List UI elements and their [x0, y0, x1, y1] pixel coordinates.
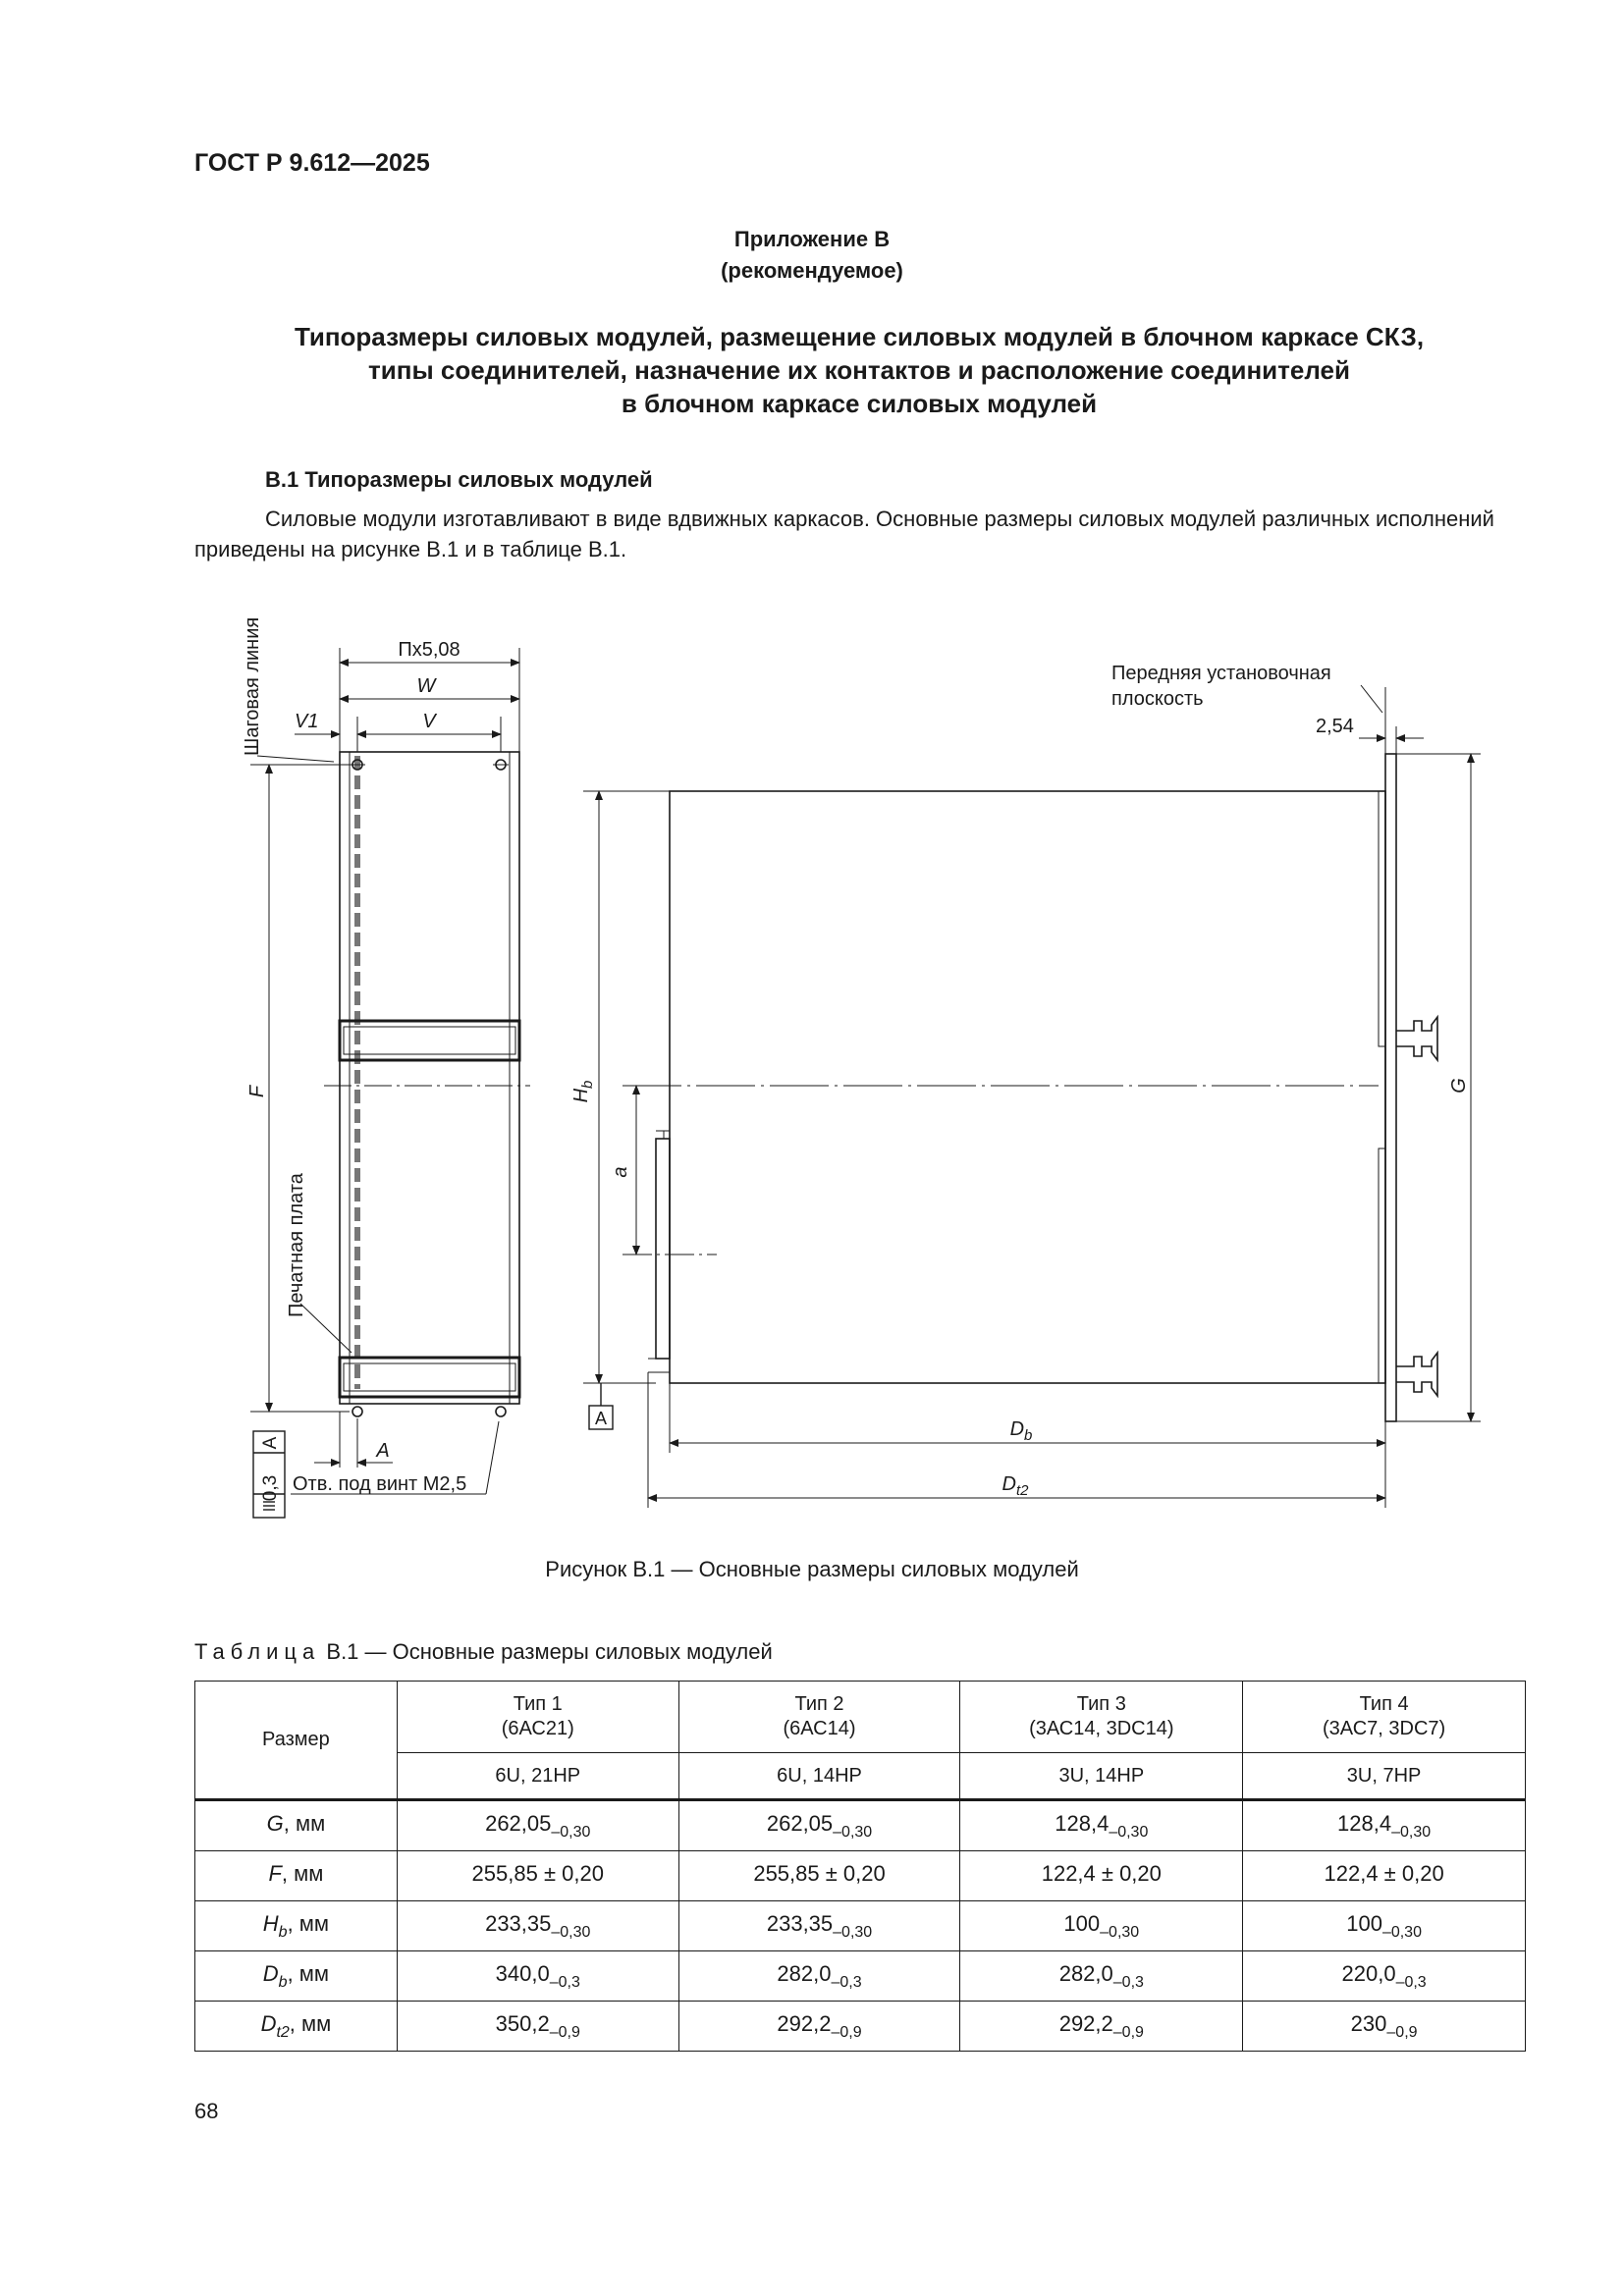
- value-cell: $292,2_{-0,9}$: [960, 2002, 1243, 2052]
- value-cell: $100_{-0,30}$: [960, 1901, 1243, 1951]
- type-header: Тип 4 (3АС7, 3DC7): [1243, 1682, 1526, 1753]
- rear-connector: [656, 1139, 670, 1359]
- hb-label: $H_b$: [570, 1080, 596, 1103]
- value-cell: 122,4 ± 0,20: [960, 1851, 1243, 1901]
- value-cell: $220,0_{-0,3}$: [1243, 1951, 1526, 2002]
- param-cell: $H_b$, мм: [195, 1901, 398, 1951]
- type-size: 3U, 7HP: [1243, 1753, 1526, 1800]
- param-cell: $D_b$, мм: [195, 1951, 398, 2002]
- dimensions-table: [194, 1681, 1526, 2052]
- appendix-title-line-3: в блочном каркасе силовых модулей: [621, 389, 1098, 418]
- param-cell: $D_{t2}$, мм: [195, 2002, 398, 2052]
- front-plane-label-1: Передняя установочная: [1111, 663, 1331, 684]
- step-line-label: Шаговая линия: [242, 616, 263, 756]
- front-panel-side: [1385, 754, 1396, 1421]
- value-cell: $100_{-0,30}$: [1243, 1901, 1526, 1951]
- lower-handle-side: [1396, 1353, 1437, 1396]
- value-cell: $262,05_{-0,30}$: [397, 1800, 678, 1851]
- a-dim-label: A: [376, 1440, 390, 1462]
- a-label: a: [610, 1166, 631, 1178]
- type-header: Тип 1 (6АС21): [397, 1682, 678, 1753]
- front-panel-outline: [340, 752, 519, 1404]
- table-row: [195, 1851, 1526, 1901]
- upper-handle-side: [1396, 1017, 1437, 1060]
- screw-hole: [352, 1407, 362, 1416]
- value-cell: $128,4_{-0,30}$: [1243, 1800, 1526, 1851]
- db-label: $D_b$: [1009, 1418, 1033, 1444]
- hole-label: Отв. под винт М2,5: [293, 1473, 467, 1495]
- module-body-outline: [670, 791, 1385, 1383]
- table-caption: [194, 1639, 773, 1665]
- value-cell: $340,0_{-0,3}$: [397, 1951, 678, 2002]
- appendix-status: (рекомендуемое): [721, 258, 903, 283]
- section-heading: В.1 Типоразмеры силовых модулей: [265, 467, 653, 492]
- offset-label: 2,54: [1316, 716, 1354, 737]
- front-plane-label-2: плоскость: [1111, 688, 1204, 710]
- v1-label: V1: [295, 711, 319, 732]
- value-cell: $292,2_{-0,9}$: [678, 2002, 960, 2052]
- type-header: Тип 2 (6АС14): [678, 1682, 960, 1753]
- value-cell: $350,2_{-0,9}$: [397, 2002, 678, 2052]
- param-cell: G, мм: [195, 1800, 398, 1851]
- w-label: W: [416, 675, 436, 697]
- appendix-label: Приложение В: [733, 227, 891, 251]
- pcb-label: Печатная плата: [286, 1173, 307, 1317]
- type-header: Тип 3 (3АС14, 3DC14): [960, 1682, 1243, 1753]
- appendix-title-line-2: типы соединителей, назначение их контактов и расположение соединителей: [368, 355, 1350, 385]
- document-code: ГОСТ Р 9.612—2025: [194, 149, 430, 177]
- size-header: Размер: [195, 1682, 398, 1800]
- value-cell: $262,05_{-0,30}$: [678, 1800, 960, 1851]
- table-row: [195, 1951, 1526, 2002]
- value-cell: 122,4 ± 0,20: [1243, 1851, 1526, 1901]
- screw-hole: [496, 1407, 506, 1416]
- table-row: [195, 2002, 1526, 2052]
- param-cell: F, мм: [195, 1851, 398, 1901]
- dt2-label: $D_{t2}$: [1001, 1473, 1029, 1499]
- table-row: [195, 1901, 1526, 1951]
- type-size: 6U, 14HP: [678, 1753, 960, 1800]
- flatness-value: 0,3: [260, 1474, 281, 1502]
- table-caption-text: В.1 — Основные размеры силовых модулей: [326, 1639, 773, 1664]
- flatness-datum: A: [260, 1436, 281, 1450]
- table-row: [195, 1800, 1526, 1851]
- value-cell: $282,0_{-0,3}$: [960, 1951, 1243, 2002]
- value-cell: $230_{-0,9}$: [1243, 2002, 1526, 2052]
- figure-caption: Рисунок В.1 — Основные размеры силовых модулей: [545, 1557, 1079, 1581]
- value-cell: $128,4_{-0,30}$: [960, 1800, 1243, 1851]
- value-cell: 255,85 ± 0,20: [678, 1851, 960, 1901]
- pitch-label: Пх5,08: [398, 639, 460, 661]
- g-label: G: [1448, 1078, 1470, 1094]
- f-label: F: [246, 1085, 268, 1098]
- value-cell: $282,0_{-0,3}$: [678, 1951, 960, 2002]
- value-cell: $233,35_{-0,30}$: [397, 1901, 678, 1951]
- value-cell: $233,35_{-0,30}$: [678, 1901, 960, 1951]
- page-number: 68: [194, 2099, 219, 2123]
- datum-a-label: A: [594, 1409, 608, 1428]
- value-cell: 255,85 ± 0,20: [397, 1851, 678, 1901]
- table-caption-prefix: Таблица: [194, 1639, 321, 1664]
- type-size: 3U, 14HP: [960, 1753, 1243, 1800]
- appendix-title-line-1: Типоразмеры силовых модулей, размещение силовых модулей в блочном каркасе СКЗ,: [294, 322, 1425, 351]
- v-label: V: [422, 711, 436, 732]
- type-size: 6U, 21HP: [397, 1753, 678, 1800]
- section-paragraph: Силовые модули изготавливают в виде вдвижных каркасов. Основные размеры силовых модулей различных исполнений приведены на рисунке В.1 и в таблице В.1.: [194, 507, 1494, 561]
